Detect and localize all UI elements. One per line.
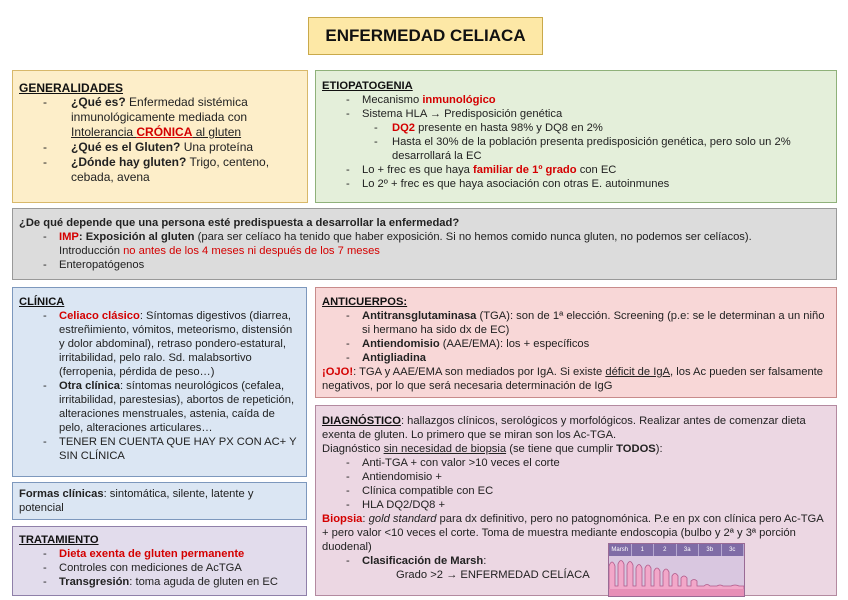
text: Anti-TGA + con valor >10 veces el corte bbox=[362, 457, 560, 469]
anti-ojo-note bbox=[322, 365, 830, 393]
text-underline: déficit de IgA bbox=[605, 366, 671, 378]
tratamiento-box bbox=[12, 526, 307, 596]
text: (TGA): son de 1ª elección. Screening (p.e: se le determinan a un niño si hermano ha sido dx de EC) bbox=[362, 310, 825, 336]
anticuerpos-heading: ANTICUERPOS: bbox=[322, 296, 408, 308]
tratamiento-heading: TRATAMIENTO bbox=[19, 534, 99, 546]
text: ): bbox=[655, 443, 663, 455]
trat-item-controles bbox=[19, 561, 300, 575]
answer-red: CRÓNICA bbox=[136, 125, 193, 139]
text: TENER EN CUENTA QUE HAY PX CON AC+ Y SIN CLÍNICA bbox=[59, 436, 297, 462]
text: Antiendomisio + bbox=[362, 471, 442, 483]
text: Lo + frec es que haya bbox=[362, 164, 474, 176]
etiopatogenia-box bbox=[315, 70, 837, 203]
etio-item-autoinmunes bbox=[322, 177, 830, 191]
formas-text: : sintomática, silente, latente y potencial bbox=[19, 488, 254, 514]
question: ¿Qué es el Gluten? bbox=[71, 140, 181, 154]
generalidades-box bbox=[12, 70, 308, 203]
diagnostico-box bbox=[315, 405, 837, 596]
text: Clínica compatible con EC bbox=[362, 485, 494, 497]
text: : hallazgos clínicos, serológicos y morfológicos. Realizar antes de comenzar dieta exenta de gluten. Lo primero que se miran son los Ac-TGA. bbox=[322, 415, 806, 441]
text-underline: sin necesidad de biopsia bbox=[383, 443, 507, 455]
diag-grado bbox=[322, 568, 830, 582]
answer-underline-2: al gluten bbox=[192, 125, 242, 139]
intro-text: Introducción bbox=[59, 245, 124, 257]
text: Sistema HLA → Predisposición genética bbox=[362, 108, 563, 120]
label: Transgresión bbox=[59, 576, 130, 588]
etio-subitem-poblacion bbox=[322, 135, 830, 163]
trat-item-dieta bbox=[19, 547, 300, 561]
diag-item-tga bbox=[322, 456, 830, 470]
marsh-label: Clasificación de Marsh bbox=[362, 555, 484, 567]
text: : Síntomas digestivos (diarrea, estreñimiento, vómitos, meteorismo, distensión y dolor abdominal), retraso pondero-estatural, irritabilidad, pelo ralo. Sd. malabsortivo (ferropenia, pérdida de peso…) bbox=[59, 310, 293, 378]
text: HLA DQ2/DQ8 + bbox=[362, 499, 446, 511]
predisposicion-question: ¿De qué depende que una persona esté predispuesta a desarrollar la enfermedad? bbox=[19, 217, 460, 229]
etio-subitem-dq2 bbox=[322, 121, 830, 135]
diag-item-clinica bbox=[322, 484, 830, 498]
anti-item-gliadina bbox=[322, 351, 830, 365]
trat-item-transgresion bbox=[19, 575, 300, 589]
answer-underline: Intolerancia bbox=[71, 125, 137, 139]
imp-text: (para ser celíaco ha tenido que haber exposición. Si no hemos comido nunca gluten, no podemos ser celíacos). bbox=[194, 231, 752, 243]
label-red: Celiaco clásico bbox=[59, 310, 140, 322]
ojo-label: ¡OJO! bbox=[322, 366, 354, 378]
marsh-col-label: 2 bbox=[654, 544, 677, 556]
text-red: Dieta exenta de gluten permanente bbox=[59, 548, 245, 560]
clinica-heading: CLÍNICA bbox=[19, 296, 65, 308]
label: Otra clínica bbox=[59, 380, 120, 392]
clinica-item-clasico bbox=[19, 309, 300, 379]
text: , los Ac pueden ser falsamente negativos, por lo que será necesaria determinación de IgG bbox=[322, 366, 824, 392]
text: con EC bbox=[576, 164, 617, 176]
text: Grado >2 → ENFERMEDAD CELÍACA bbox=[396, 569, 590, 581]
etiopatogenia-heading: ETIOPATOGENIA bbox=[322, 80, 413, 92]
label: Antiendomisio bbox=[362, 338, 440, 350]
text: Controles con mediciones de AcTGA bbox=[59, 562, 242, 574]
anti-item-ema bbox=[322, 337, 830, 351]
text: : síntomas neurológicos (cefalea, irritabilidad, parestesias), abortos de repetición, alteraciones menstruales, astenia, caída de pelo, alteraciones articulares… bbox=[59, 380, 295, 434]
marsh-col-label: 3c bbox=[722, 544, 745, 556]
anti-item-tga bbox=[322, 309, 830, 337]
marsh-col-label: 1 bbox=[632, 544, 655, 556]
text: (se tiene que cumplir bbox=[506, 443, 617, 455]
marsh-col-label: 3b bbox=[699, 544, 722, 556]
answer: Enfermedad sistémica inmunológicamente mediada con bbox=[71, 95, 248, 124]
marsh-classification-figure bbox=[608, 543, 745, 597]
villi-illustration bbox=[609, 556, 744, 596]
text: Enteropatógenos bbox=[59, 259, 145, 271]
clinica-box bbox=[12, 287, 307, 477]
formas-label: Formas clínicas bbox=[19, 488, 104, 500]
marsh-col-label: Marsh bbox=[609, 544, 632, 556]
generalidades-item-gluten bbox=[19, 140, 301, 155]
gold-standard: gold standard bbox=[368, 513, 437, 525]
text: para dx definitivo, pero no patognomónica. P.e en px con clínica pero Ac-TGA + pero valor <10 veces el corte. Toma de muestra mediante endoscopia (bulbo y 2ª y 3ª porción duodenal) bbox=[322, 513, 824, 553]
predisposicion-box bbox=[12, 208, 837, 280]
clinica-item-otra bbox=[19, 379, 300, 435]
marsh-col-label: 3a bbox=[677, 544, 700, 556]
marsh-header bbox=[609, 544, 744, 556]
text-red: familiar de 1º grado bbox=[473, 164, 577, 176]
diag-item-hla bbox=[322, 498, 830, 512]
biopsia-label: Biopsia bbox=[322, 513, 363, 525]
etio-item-familiar bbox=[322, 163, 830, 177]
etio-item-hla bbox=[322, 107, 830, 121]
etio-item-mecanismo bbox=[322, 93, 830, 107]
diag-sin-biopsia bbox=[322, 442, 830, 456]
text-red: inmunológico bbox=[422, 94, 496, 106]
marsh-colon: : bbox=[483, 555, 487, 567]
intro-red: no antes de los 4 meses ni después de los 7 meses bbox=[123, 245, 380, 257]
answer: Trigo, centeno, cebada, avena bbox=[71, 155, 270, 184]
imp-label: IMP bbox=[59, 231, 79, 243]
text: presente en hasta 98% y DQ8 en 2% bbox=[415, 122, 603, 134]
diag-intro bbox=[322, 414, 830, 442]
generalidades-heading: GENERALIDADES bbox=[19, 81, 124, 95]
generalidades-item-que-es bbox=[19, 95, 301, 140]
text-bold: TODOS bbox=[616, 443, 656, 455]
text: Lo 2º + frec es que haya asociación con otras E. autoinmunes bbox=[362, 178, 670, 190]
text: (AAE/EMA): los + específicos bbox=[439, 338, 590, 350]
question: ¿Dónde hay gluten? bbox=[71, 155, 187, 169]
text-red: DQ2 bbox=[392, 122, 416, 134]
label: Antitransglutaminasa bbox=[362, 310, 477, 322]
answer: Una proteína bbox=[180, 140, 254, 154]
text: : TGA y AAE/EMA son mediados por IgA. Si existe bbox=[353, 366, 606, 378]
text: : toma aguda de gluten en EC bbox=[129, 576, 278, 588]
imp-bold: : Exposición al gluten bbox=[78, 231, 195, 243]
diag-biopsia: Biopsia: gold standard para dx definitivo, pero no patognomónica. P.e en px con clínica pero Ac-TGA + pero valor <10 veces el corte. Toma de muestra mediante endoscopia (bulbo y 2ª y 3ª porción duodenal) bbox=[322, 513, 824, 553]
text: Hasta el 30% de la población presenta predisposición genética, pero solo un 2% desarrollará la EC bbox=[392, 136, 791, 162]
label: Antigliadina bbox=[362, 352, 427, 364]
page-title: ENFERMEDAD CELIACA bbox=[308, 17, 543, 55]
clinica-item-px bbox=[19, 435, 300, 463]
diagnostico-heading: DIAGNÓSTICO bbox=[322, 415, 401, 427]
text: Mecanismo bbox=[362, 94, 423, 106]
question: ¿Qué es? bbox=[71, 95, 126, 109]
pred-item-imp bbox=[19, 230, 830, 258]
formas-box bbox=[12, 482, 307, 520]
anticuerpos-box bbox=[315, 287, 837, 398]
pred-item-enteropatogenos bbox=[19, 258, 830, 272]
generalidades-item-donde bbox=[19, 155, 301, 185]
diag-item-antiendomisio bbox=[322, 470, 830, 484]
text: Diagnóstico bbox=[322, 443, 384, 455]
diag-item-marsh bbox=[322, 554, 830, 568]
